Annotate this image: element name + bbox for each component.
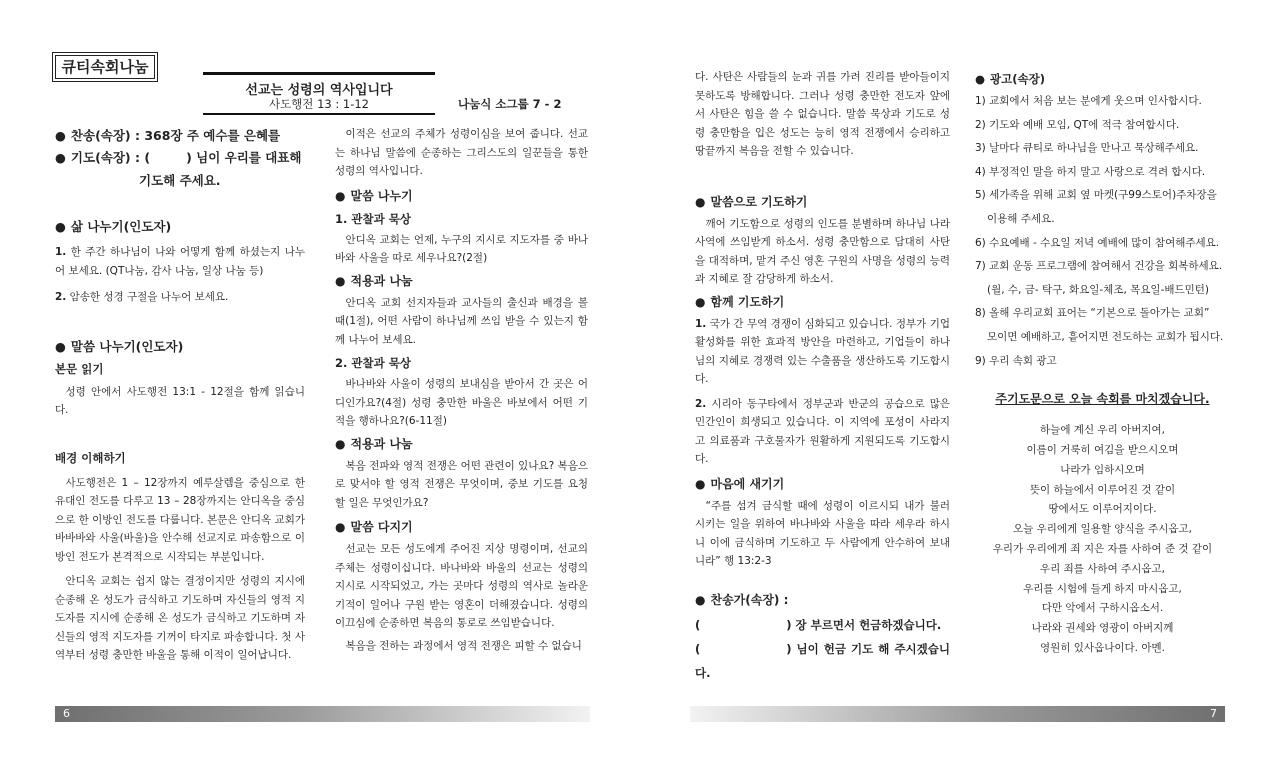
pray-word-text: 깨어 기도함으로 성령의 인도를 분별하며 하나님 나라 사역에 쓰임받게 하소서. 성령 충만함으로 담대히 사탄을 대적하며, 맡겨 주신 영혼 구원의 사명을 성령의 능력과 지혜로 잘 감당하게 하소서. bbox=[695, 217, 950, 285]
ads-column bbox=[975, 68, 1230, 659]
continued-text: 다. 사탄은 사람들의 눈과 귀를 가려 진리를 받아들이지 못하도록 방해합니다. 그러나 성령 충만한 전도자 앞에서 사탄은 힘을 쓸 수 없습니다. 말씀 묵상과 기도로 성령 충만함을 입은 성도는 능히 영적 전쟁에서 승리하고 땅끝까지 복음을 전할 수 있습니다. bbox=[695, 71, 950, 157]
read-text: 성령 안에서 사도행전 13:1 - 12절을 함께 읽습니다. bbox=[55, 385, 305, 416]
group-label: 나눔식 소그룹 7 - 2 bbox=[458, 97, 562, 111]
q1-heading: 1. 관찰과 묵상 bbox=[335, 211, 411, 226]
pray-word-heading: ● 말씀으로 기도하기 bbox=[695, 191, 950, 213]
prayer-line: 뜻이 하늘에서 이루어진 것 같이 bbox=[1029, 483, 1176, 496]
prayer-line: 오늘 우리에게 일용할 양식을 주시옵고, bbox=[1013, 523, 1192, 536]
ads-list bbox=[975, 90, 1230, 373]
prayer-line-2: 기도해 주세요. bbox=[139, 173, 221, 188]
resolve-heading: ● 말씀 다지기 bbox=[335, 516, 588, 538]
lords-prayer bbox=[975, 421, 1230, 659]
logo: 큐티속회나눔 bbox=[55, 55, 155, 79]
offering-line-2: ( ) 님이 헌금 기도 해 주시겠습니다. bbox=[695, 641, 950, 680]
prayer-line: 영원히 있사옵나이다. 아멘. bbox=[1040, 641, 1165, 654]
heart-heading: ● 마음에 새기기 bbox=[695, 473, 950, 495]
ad-item-8: 8) 올해 우리교회 표어는 “기본으로 돌아가는 교회” bbox=[975, 307, 1210, 320]
right-column bbox=[695, 68, 950, 685]
q2-heading: 2. 관찰과 묵상 bbox=[335, 356, 411, 370]
closing-hymn-heading: ● 찬송가(속장) : bbox=[695, 589, 950, 611]
prayer-line: ● 기도(속장) : ( ) 님이 우리를 대표해 bbox=[55, 147, 305, 169]
background-heading: 배경 이해하기 bbox=[55, 450, 126, 465]
ad-item-3: 3) 날마다 큐티로 하나님을 만나고 묵상해주세요. bbox=[975, 142, 1199, 155]
page-title: 선교는 성령의 역사입니다 bbox=[245, 83, 393, 98]
prayer-line: 우리를 시험에 들게 하지 마시옵고, bbox=[1023, 582, 1182, 595]
prayer-line: 나라와 권세와 영광이 아버지께 bbox=[1031, 622, 1174, 635]
prayer-line: 이름이 거룩히 여김을 받으시오며 bbox=[1026, 443, 1179, 456]
hymn-line: ● 찬송(속장) : 368장 주 예수를 은혜를 bbox=[55, 125, 305, 147]
a1-heading: ● 적용과 나눔 bbox=[335, 270, 588, 292]
word-heading: ● 말씀 나누기 bbox=[335, 185, 588, 207]
prayer-line: 다만 악에서 구하시옵소서. bbox=[1041, 602, 1164, 615]
background-p2: 안디옥 교회는 쉽지 않는 결정이지만 성령의 지시에 순종해 온 성도가 금식하고 기도하며 자신들의 영적 지도자를 지시에 순종해 온 성도가 금식하고 기도하며 자신들의 영적 지도자를 기꺼이 타지로 파송합니다. 첫 사역부터 성령 충만한 바울을 통해 이적이 일어납니다. bbox=[55, 575, 305, 661]
ad-item-7-cont: (월, 수, 금- 탁구, 화요일-체조, 목요일-배드민턴) bbox=[987, 283, 1210, 296]
prayer-line: 땅에서도 이루어지이다. bbox=[1048, 503, 1157, 516]
title-bottom-rule bbox=[203, 113, 435, 115]
read-heading: 본문 읽기 bbox=[55, 361, 104, 376]
together-item-2: 2. 시리아 동구타에서 정부군과 반군의 공습으로 많은 민간인이 희생되고 있습니다. 이 지역에 포성이 사라지고 의료품과 구호물자가 원활하게 지원되도록 기도합시다. bbox=[695, 397, 950, 465]
closing-title: 주기도문으로 오늘 속회를 마치겠습니다. bbox=[995, 392, 1210, 407]
middle-column bbox=[335, 125, 588, 655]
resolve-p1: 선교는 모든 성도에게 주어진 지상 명령이며, 선교의 주체는 성령이십니다. 바나바와 바울의 선교는 성령의 지시로 시작되었고, 가는 곳마다 성령의 역사로 놀라운 기적이 일어나 구원 받는 영혼이 더해졌습니다. 성령의 이끄심에 순종하면 복음의 통로로 쓰임받습니다. bbox=[335, 543, 588, 629]
left-footer-bar bbox=[55, 706, 590, 722]
ad-item-5-cont: 이용해 주세요. bbox=[987, 212, 1055, 225]
life-item-1: 1. 한 주간 하나님이 나와 어떻게 함께 하셨는지 나누어 보세요. (QT나눔, 감사 나눔, 일상 나눔 등) bbox=[55, 246, 305, 277]
resolve-p2: 복음을 전하는 과정에서 영적 전쟁은 피할 수 없습니 bbox=[345, 639, 582, 652]
ad-item-5: 5) 세가족을 위해 교회 옆 마켓(구99스토어)주차장을 bbox=[975, 189, 1217, 202]
ad-item-7: 7) 교회 운동 프로그램에 참여해서 건강을 회복하세요. bbox=[975, 260, 1223, 273]
ad-item-2: 2) 기도와 예배 모임, QT에 적극 참여합시다. bbox=[975, 118, 1180, 131]
ad-item-9: 9) 우리 속회 광고 bbox=[975, 354, 1057, 367]
right-footer-bar bbox=[690, 706, 1225, 722]
a2-text: 복음 전파와 영적 전쟁은 어떤 관련이 있나요? 복음으로 맞서야 할 영적 전쟁은 무엇이며, 중보 기도를 요청할 일은 무엇인가요? bbox=[335, 459, 588, 509]
ad-item-6: 6) 수요예배 - 수요일 저녁 예배에 많이 참여해주세요. bbox=[975, 236, 1220, 249]
prayer-line: 우리가 우리에게 죄 지은 자를 사하여 준 것 같이 bbox=[992, 542, 1213, 555]
offering-line-1: ( ) 장 부르면서 헌금하겠습니다. bbox=[695, 617, 942, 632]
life-heading: ● 삶 나누기(인도자) bbox=[55, 215, 305, 239]
heart-text: “주를 섬겨 금식할 때에 성령이 이르시되 내가 불러 시키는 일을 위하여 바나바와 사울을 따라 세우라 하시니 이에 금식하며 기도하고 두 사람에게 안수하여 보내니라” 행 13:2-3 bbox=[695, 499, 950, 567]
ad-item-4: 4) 부정적인 말을 하지 말고 사랑으로 격려 합시다. bbox=[975, 165, 1206, 178]
prayer-line: 하늘에 계신 우리 아버지여, bbox=[1040, 424, 1165, 437]
ad-item-8-cont: 모이면 예배하고, 흩어지면 전도하는 교회가 됩시다. bbox=[987, 330, 1224, 343]
left-column bbox=[55, 125, 305, 665]
ad-item-1: 1) 교회에서 처음 보는 분에게 웃으며 인사합시다. bbox=[975, 95, 1202, 107]
intro-text: 이적은 선교의 주체가 성령이심을 보여 줍니다. 선교는 하나님 말씀에 순종하는 그리스도의 일꾼들을 통한 성령의 역사입니다. bbox=[335, 128, 588, 177]
title-top-rule bbox=[203, 72, 435, 75]
page-subtitle: 사도행전 13 : 1-12 bbox=[268, 97, 369, 111]
life-item-2: 2. 암송한 성경 구절을 나누어 보세요. bbox=[55, 291, 229, 303]
a1-text: 안디옥 교회 선지자들과 교사들의 출신과 배경을 볼 때(1절), 어떤 사람이 하나님께 쓰임 받을 수 있는지 함께 나누어 보세요. bbox=[335, 296, 588, 346]
q1-text: 안디옥 교회는 언제, 누구의 지시로 지도자를 중 바나바와 사울을 따로 세우나요?(2절) bbox=[335, 233, 588, 264]
together-item-1: 1. 국가 간 무역 경쟁이 심화되고 있습니다. 정부가 기업 활성화를 위한 효과적 방안을 마련하고, 기업들이 하나님의 지혜로 경쟁력 있는 수출품을 생산하도록 기도합시다. bbox=[695, 317, 950, 385]
word-share-heading: ● 말씀 나누기(인도자) bbox=[55, 337, 305, 357]
a2-heading: ● 적용과 나눔 bbox=[335, 433, 588, 455]
prayer-line: 나라가 임하시오며 bbox=[1060, 463, 1145, 476]
left-page-number: 6 bbox=[63, 707, 70, 720]
right-page-number: 7 bbox=[1210, 707, 1217, 720]
background-p1: 사도행전은 1 – 12장까지 예루살렘을 중심으로 한 유대인 전도를 다루고 13 – 28장까지는 안디옥을 중심으로 한 이방인 전도를 다룹니다. 본문은 안디옥 교회가 바바바와 사울(바울)을 안수해 선교지로 파송함으로 이방인 전도가 본격적으로 시작되는 부분입니다. bbox=[55, 476, 305, 563]
prayer-line: 우리 죄를 사하여 주시옵고, bbox=[1040, 562, 1165, 575]
ads-heading: ● 광고(속장) bbox=[975, 68, 1230, 90]
together-heading: ● 함께 기도하기 bbox=[695, 291, 950, 313]
q2-text: 바나바와 사울이 성령의 보내심을 받아서 간 곳은 어디인가요?(4절) 성령 충만한 바울은 바보에서 어떤 기적을 행하나요?(6-11절) bbox=[335, 378, 588, 427]
